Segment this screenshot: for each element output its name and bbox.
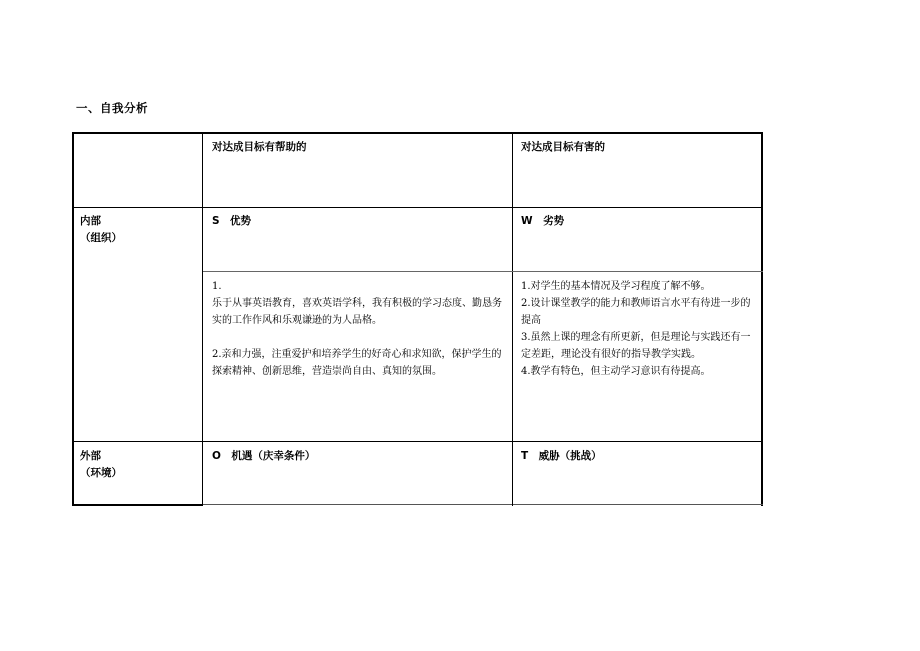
threats-title: T 威胁（挑战）: [521, 450, 602, 462]
internal-label-line2: （组织）: [80, 232, 122, 244]
header-harmful: 对达成目标有害的: [521, 141, 605, 153]
divider-col-2: [512, 132, 513, 506]
weakness-item: 2.设计课堂教学的能力和教师语言水平有待进一步的提高: [521, 298, 751, 326]
weakness-item: 4.教学有特色，但主动学习意识有待提高。: [521, 366, 711, 377]
strengths-list: [212, 278, 506, 380]
internal-label: [80, 213, 122, 247]
opportunities-title: O 机遇（庆幸条件）: [212, 450, 316, 462]
external-label-line1: 外部: [80, 450, 101, 462]
divider-row-2: [203, 271, 763, 272]
external-label: [80, 448, 122, 482]
divider-col-1: [202, 132, 203, 506]
table-bottom-line: [203, 504, 763, 505]
strength-item: 乐于从事英语教育，喜欢英语学科，我有积极的学习态度、勤恳务实的工作作风和乐观谦逊的为人品格。: [212, 298, 502, 326]
weaknesses-title: W 劣势: [521, 215, 565, 227]
section-title: 一、自我分析: [76, 101, 148, 115]
table-bottom-left-line: [72, 504, 203, 506]
divider-row-1: [72, 207, 763, 208]
strengths-title: S 优势: [212, 215, 252, 227]
weakness-item: 1.对学生的基本情况及学习程度了解不够。: [521, 281, 711, 292]
strength-item: 1.: [212, 281, 222, 292]
external-label-line2: （环境）: [80, 467, 122, 479]
header-helpful: 对达成目标有帮助的: [212, 141, 307, 153]
strength-item: 2.亲和力强，注重爱护和培养学生的好奇心和求知欲，保护学生的探索精神、创新思维，营造崇尚自由、真知的氛围。: [212, 349, 502, 377]
divider-row-3: [72, 441, 763, 442]
weaknesses-list: [521, 278, 758, 380]
weakness-item: 3.虽然上课的理念有所更新，但是理论与实践还有一定差距，理论没有很好的指导教学实践。: [521, 332, 751, 360]
internal-label-line1: 内部: [80, 215, 101, 227]
